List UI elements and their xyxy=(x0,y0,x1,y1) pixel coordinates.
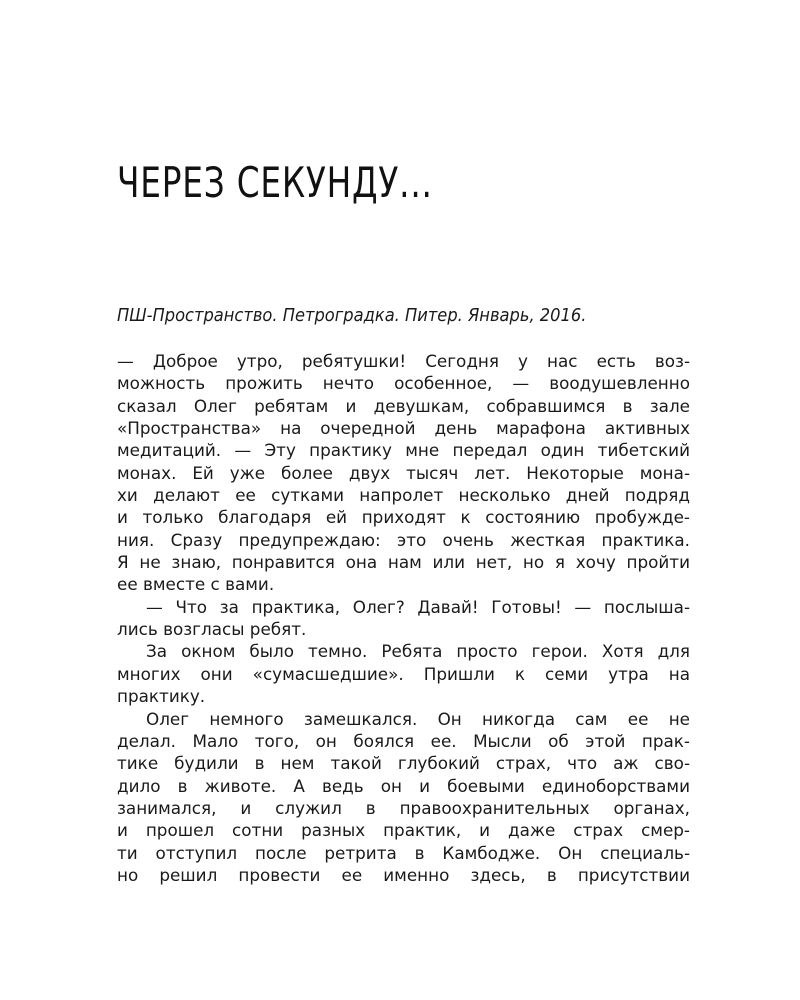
chapter-title: ЧЕРЕЗ СЕКУНДУ... xyxy=(117,158,433,208)
text-line-content: ния. Сразу предупреждаю: это очень жесткая практика. xyxy=(117,529,690,550)
text-line xyxy=(117,462,690,484)
text-line-content: и только благодаря ей приходят к состоянию пробужде- xyxy=(117,507,690,528)
text-line-content: Я не знаю, понравится она нам или нет, но я хочу пройти xyxy=(117,552,690,573)
text-line xyxy=(117,797,690,819)
text-line xyxy=(117,730,690,752)
text-line-content: — Доброе утро, ребятушки! Сегодня у нас есть воз- xyxy=(117,351,690,371)
text-line-content: делал. Мало того, он боялся ее. Мысли об этой прак- xyxy=(117,730,690,751)
text-line xyxy=(117,864,690,886)
text-line-content: «Пространства» на очередной день марафона активных xyxy=(117,418,690,439)
text-line-content: — Что за практика, Олег? Давай! Готовы! — послыша- xyxy=(146,596,690,617)
text-line-content: ее вместе с вами. xyxy=(117,574,275,595)
text-line xyxy=(117,708,690,730)
text-line-content: монах. Ей уже более двух тысяч лет. Некоторые мона- xyxy=(117,462,690,483)
text-line-content: ти отступил после ретрита в Камбодже. Он специаль- xyxy=(117,842,690,863)
text-line xyxy=(117,551,690,573)
text-line-content: сказал Олег ребятам и девушкам, собравшимся в зале xyxy=(117,395,690,416)
body-text xyxy=(117,350,690,886)
text-line xyxy=(117,618,690,640)
text-line-content: занимался, и служил в правоохранительных органах, xyxy=(117,797,690,818)
text-line xyxy=(117,752,690,774)
text-line xyxy=(117,484,690,506)
text-line-content: но решил провести ее именно здесь, в присутствии xyxy=(117,864,690,885)
text-line xyxy=(117,775,690,797)
text-line xyxy=(117,372,690,394)
text-line xyxy=(117,685,690,707)
text-line-content: За окном было темно. Ребята просто герои. Хотя для xyxy=(146,641,690,662)
text-line xyxy=(117,350,690,372)
text-line-content: дило в животе. А ведь он и боевыми единоборствами xyxy=(117,775,690,796)
text-line xyxy=(117,573,690,595)
text-line-content: можность прожить нечто особенное, — воодушевленно xyxy=(117,373,690,394)
text-line xyxy=(117,439,690,461)
text-line xyxy=(117,529,690,551)
text-line xyxy=(117,640,690,662)
text-line-content: тике будили в нем такой глубокий страх, что аж сво- xyxy=(117,753,690,774)
text-line xyxy=(117,395,690,417)
text-line-content: практику. xyxy=(117,686,206,707)
text-line-content: лись возгласы ребят. xyxy=(117,619,307,640)
text-line xyxy=(117,819,690,841)
text-line-content: медитаций. — Эту практику мне передал один тибетский xyxy=(117,440,690,461)
text-line-content: Олег немного замешкался. Он никогда сам ее не xyxy=(146,708,690,729)
text-line-content: и прошел сотни разных практик, и даже страх смер- xyxy=(117,820,690,841)
text-line xyxy=(117,596,690,618)
text-line-content: хи делают ее сутками напролет несколько дней подряд xyxy=(117,485,690,506)
place-date-line: ПШ-Пространство. Петроградка. Питер. Январь, 2016. xyxy=(117,306,587,326)
text-line xyxy=(117,842,690,864)
text-line xyxy=(117,417,690,439)
text-line-content: многих они «сумасшедшие». Пришли к семи утра на xyxy=(117,663,690,684)
text-line xyxy=(117,663,690,685)
text-line xyxy=(117,506,690,528)
